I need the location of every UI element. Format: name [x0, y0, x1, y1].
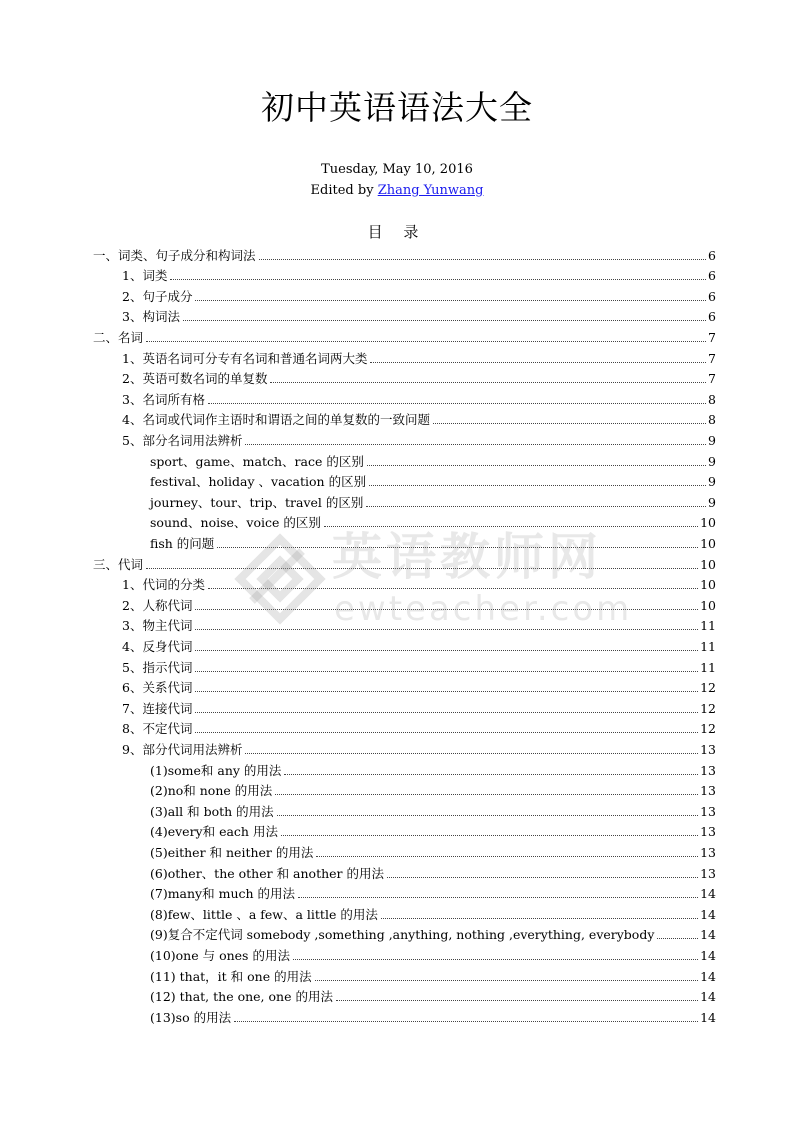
toc-entry-label: 6、关系代词	[122, 680, 193, 696]
toc-entry[interactable]	[150, 470, 716, 491]
toc-entry-page-number: 12	[700, 721, 716, 737]
toc-entry-label: (11) that，it 和 one 的用法	[150, 968, 312, 984]
toc-entry-page-number: 6	[708, 247, 716, 263]
toc-dot-leader	[315, 980, 698, 981]
toc-entry-page-number: 6	[708, 268, 716, 284]
toc-entry[interactable]	[150, 1005, 716, 1026]
toc-entry-label: 3、物主代词	[122, 618, 193, 634]
toc-entry[interactable]	[150, 902, 716, 923]
toc-entry-page-number: 8	[708, 412, 716, 428]
toc-entry[interactable]	[122, 346, 716, 367]
toc-entry[interactable]	[150, 799, 716, 820]
toc-entry-page-number: 14	[700, 886, 716, 902]
watermark-chinese-text: 英语教师网	[332, 528, 602, 586]
document-editor-line	[0, 181, 794, 201]
toc-entry-label: 7、连接代词	[122, 700, 193, 716]
toc-entry-label: (6)other、the other 和 another 的用法	[150, 865, 384, 881]
toc-entry[interactable]	[122, 408, 716, 429]
editor-name-link[interactable]: Zhang Yunwang	[377, 183, 484, 198]
toc-entry-page-number: 14	[700, 1009, 716, 1025]
toc-entry[interactable]	[122, 593, 716, 614]
toc-entry-label: (3)all 和 both 的用法	[150, 803, 274, 819]
toc-entry-label: (7)many和 much 的用法	[150, 886, 296, 902]
toc-entry-label: fish 的问题	[150, 535, 215, 551]
toc-dot-leader	[195, 629, 698, 630]
toc-entry-page-number: 14	[700, 968, 716, 984]
toc-dot-leader	[195, 732, 698, 733]
toc-entry-label: (2)no和 none 的用法	[150, 783, 273, 799]
toc-entry[interactable]	[122, 614, 716, 635]
toc-entry[interactable]	[150, 779, 716, 800]
toc-entry-page-number: 7	[708, 371, 716, 387]
toc-entry[interactable]	[122, 573, 716, 594]
toc-entry-label: 1、代词的分类	[122, 577, 205, 593]
toc-dot-leader	[316, 856, 698, 857]
toc-entry[interactable]	[122, 737, 716, 758]
toc-entry-label: (13)so 的用法	[150, 1009, 232, 1025]
toc-dot-leader	[195, 691, 698, 692]
toc-entry-page-number: 10	[700, 515, 716, 531]
toc-entry-label: (9)复合不定代词 somebody ,something ,anything, nothing ,everything, everybody	[150, 927, 655, 943]
toc-entry-page-number: 10	[700, 597, 716, 613]
toc-entry-page-number: 13	[700, 844, 716, 860]
toc-entry[interactable]	[93, 552, 716, 573]
toc-entry-label: 一、词类、句子成分和构词法	[93, 247, 256, 263]
watermark-english-text: ewteacher.com	[334, 589, 633, 629]
toc-entry[interactable]	[93, 243, 716, 264]
toc-entry-page-number: 10	[700, 577, 716, 593]
toc-entry-page-number: 14	[700, 927, 716, 943]
toc-dot-leader	[270, 382, 706, 383]
toc-entry[interactable]	[150, 449, 716, 470]
toc-entry-page-number: 13	[700, 741, 716, 757]
document-title: 初中英语语法大全	[261, 88, 533, 127]
toc-entry-page-number: 11	[700, 659, 716, 675]
toc-dot-leader	[183, 320, 706, 321]
document-date: Tuesday, May 10, 2016	[321, 162, 473, 177]
toc-entry[interactable]	[150, 923, 716, 944]
toc-dot-leader	[146, 568, 698, 569]
toc-dot-leader	[370, 362, 706, 363]
editor-prefix: Edited by	[310, 183, 378, 198]
toc-entry-page-number: 13	[700, 783, 716, 799]
toc-dot-leader	[208, 588, 698, 589]
toc-entry[interactable]	[150, 964, 716, 985]
toc-entry-label: (12) that, the one, one 的用法	[150, 989, 333, 1005]
toc-dot-leader	[195, 609, 698, 610]
toc-dot-leader	[381, 918, 698, 919]
toc-dot-leader	[293, 959, 698, 960]
toc-dot-leader	[366, 506, 706, 507]
toc-entry-label: 三、代词	[93, 556, 144, 572]
toc-entry[interactable]	[122, 717, 716, 738]
toc-dot-leader	[146, 341, 706, 342]
toc-entry-page-number: 12	[700, 680, 716, 696]
toc-dot-leader	[281, 835, 698, 836]
toc-entry-label: (8)few、little 、a few、a little 的用法	[150, 906, 378, 922]
toc-entry-page-number: 6	[708, 288, 716, 304]
toc-entry-page-number: 9	[708, 494, 716, 510]
toc-entry-label: 3、名词所有格	[122, 391, 205, 407]
toc-dot-leader	[195, 300, 706, 301]
toc-entry-page-number: 13	[700, 762, 716, 778]
toc-entry-label: 9、部分代词用法辨析	[122, 741, 243, 757]
toc-entry-label: 4、名词或代词作主语时和谓语之间的单复数的一致问题	[122, 412, 430, 428]
toc-entry-page-number: 13	[700, 803, 716, 819]
toc-dot-leader	[369, 485, 706, 486]
toc-entry-label: 5、指示代词	[122, 659, 193, 675]
toc-entry-page-number: 13	[700, 824, 716, 840]
toc-dot-leader	[657, 938, 698, 939]
toc-entry-label: 4、反身代词	[122, 638, 193, 654]
toc-dot-leader	[234, 1021, 698, 1022]
toc-dot-leader	[275, 794, 698, 795]
toc-dot-leader	[245, 444, 706, 445]
toc-entry-label: (5)either 和 neither 的用法	[150, 844, 314, 860]
toc-dot-leader	[367, 465, 706, 466]
toc-entry-page-number: 6	[708, 309, 716, 325]
toc-entry-label: (1)some和 any 的用法	[150, 762, 282, 778]
toc-entry-page-number: 8	[708, 391, 716, 407]
toc-entry[interactable]	[150, 943, 716, 964]
toc-dot-leader	[195, 671, 698, 672]
toc-entry-label: 5、部分名词用法辨析	[122, 432, 243, 448]
toc-entry-label: sport、game、match、race 的区别	[150, 453, 364, 469]
toc-entry[interactable]	[122, 676, 716, 697]
toc-entry-page-number: 9	[708, 453, 716, 469]
toc-dot-leader	[245, 753, 698, 754]
toc-dot-leader	[208, 403, 706, 404]
toc-entry-page-number: 12	[700, 700, 716, 716]
toc-entry-label: (4)every和 each 用法	[150, 824, 278, 840]
toc-entry[interactable]	[122, 696, 716, 717]
toc-entry-label: 2、人称代词	[122, 597, 193, 613]
toc-entry[interactable]	[122, 655, 716, 676]
toc-entry-label: (10)one 与 ones 的用法	[150, 947, 290, 963]
toc-entry[interactable]	[122, 387, 716, 408]
toc-entry[interactable]	[150, 820, 716, 841]
toc-entry[interactable]	[150, 882, 716, 903]
toc-entry-label: festival、holiday 、vacation 的区别	[150, 474, 367, 490]
toc-entry-label: 二、名词	[93, 329, 144, 345]
toc-entry-page-number: 10	[700, 535, 716, 551]
toc-entry-label: 3、构词法	[122, 309, 180, 325]
toc-entry-page-number: 13	[700, 865, 716, 881]
toc-entry[interactable]	[122, 284, 716, 305]
toc-entry[interactable]	[122, 428, 716, 449]
toc-dot-leader	[195, 712, 698, 713]
toc-entry-page-number: 7	[708, 350, 716, 366]
toc-entry-page-number: 11	[700, 638, 716, 654]
toc-entry-label: 2、句子成分	[122, 288, 193, 304]
toc-entry-label: 2、英语可数名词的单复数	[122, 371, 268, 387]
toc-dot-leader	[284, 774, 698, 775]
toc-dot-leader	[259, 259, 707, 260]
toc-dot-leader	[387, 877, 698, 878]
toc-dot-leader	[217, 547, 698, 548]
toc-entry[interactable]	[122, 264, 716, 285]
toc-entry-page-number: 11	[700, 618, 716, 634]
toc-entry[interactable]	[150, 985, 716, 1006]
toc-entry-label: 1、词类	[122, 268, 168, 284]
toc-dot-leader	[195, 650, 698, 651]
toc-entry-page-number: 9	[708, 474, 716, 490]
toc-entry[interactable]	[150, 861, 716, 882]
toc-entry-label: sound、noise、voice 的区别	[150, 515, 321, 531]
toc-entry[interactable]	[122, 305, 716, 326]
toc-entry-label: 1、英语名词可分专有名词和普通名词两大类	[122, 350, 368, 366]
toc-dot-leader	[170, 279, 706, 280]
toc-entry-page-number: 9	[708, 432, 716, 448]
toc-entry-page-number: 14	[700, 947, 716, 963]
toc-entry-page-number: 10	[700, 556, 716, 572]
toc-entry[interactable]	[150, 758, 716, 779]
toc-entry-page-number: 14	[700, 989, 716, 1005]
toc-entry-page-number: 14	[700, 906, 716, 922]
toc-entry-page-number: 7	[708, 329, 716, 345]
toc-entry[interactable]	[122, 367, 716, 388]
toc-dot-leader	[324, 526, 698, 527]
toc-entry[interactable]	[93, 325, 716, 346]
toc-dot-leader	[298, 897, 698, 898]
toc-entry-label: 8、不定代词	[122, 721, 193, 737]
toc-dot-leader	[277, 815, 698, 816]
toc-entry[interactable]	[122, 634, 716, 655]
toc-heading: 目 录	[367, 223, 427, 241]
toc-entry[interactable]	[150, 531, 716, 552]
toc-entry[interactable]	[150, 840, 716, 861]
toc-entry[interactable]	[150, 511, 716, 532]
toc-dot-leader	[433, 423, 706, 424]
toc-entry[interactable]	[150, 490, 716, 511]
toc-entry-label: journey、tour、trip、travel 的区别	[150, 494, 364, 510]
toc-dot-leader	[336, 1000, 698, 1001]
